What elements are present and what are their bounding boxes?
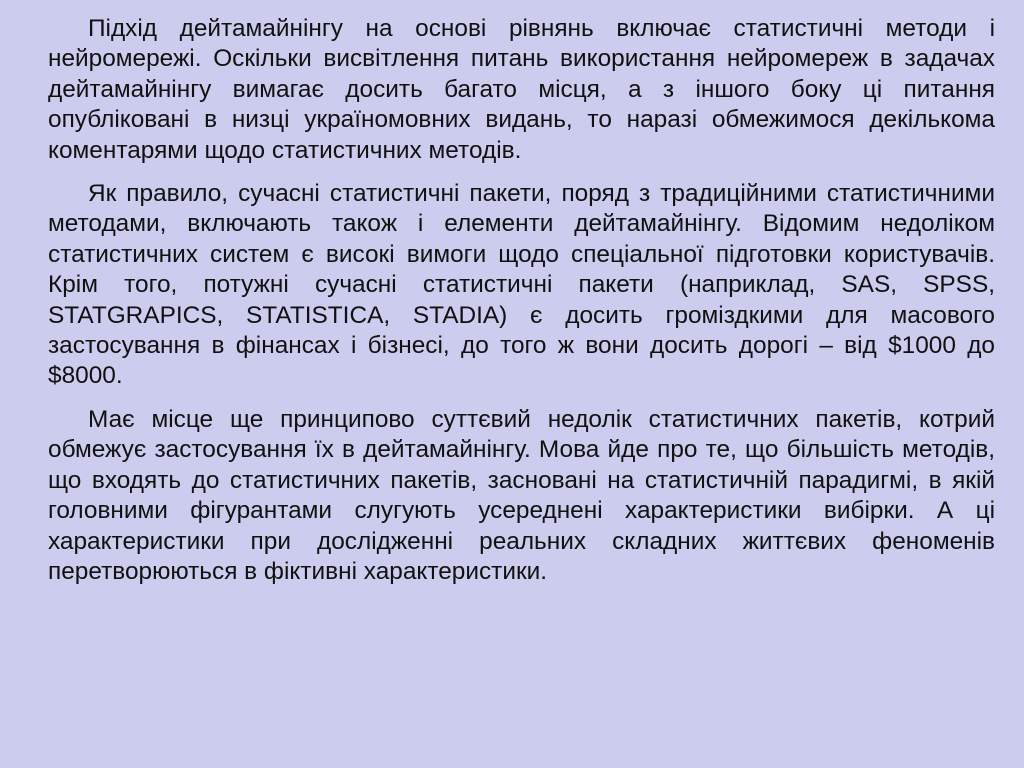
paragraph-packages-drawback: Має місце ще принципово суттєвий недолік статистичних пакетів, котрий обмежує застосування їх в дейтамайнінгу. Мова йде про те, що більшість методів, що входять до статистичних пакетів, засновані на статистичній парадигмі, в якій головними фігурантами слугують усереднені характеристики вибірки. А ці характеристики при дослідженні реальних складних життєвих феноменів перетворюються в фіктивні характеристики.: [48, 405, 995, 585]
paragraph-equation-approach: Підхід дейтамайнінгу на основі рівнянь включає статистичні методи і нейромережі. Оскільки висвітлення питань використання нейромереж в задачах дейтамайнінгу вимагає досить багато місця, а з іншого боку ці питання опубліковані в низці україномовних видань, то наразі обмежимося декількома коментарями щодо статистичних методів.: [48, 15, 995, 164]
paragraph-statistical-packages: Як правило, сучасні статистичні пакети, поряд з традиційними статистичними методами, включають також і елементи дейтамайнінгу. Відомим недоліком статистичних систем є високі вимоги щодо спеціальної підготовки користувачів. Крім того, потужні сучасні статистичні пакети (наприклад, SAS, SPSS, STATGRAPICS, STATISTICA, STADIA) є досить громіздкими для масового застосування в фінансах і бізнесі, до того ж вони досить дорогі – від $1000 до $8000.: [48, 180, 995, 390]
